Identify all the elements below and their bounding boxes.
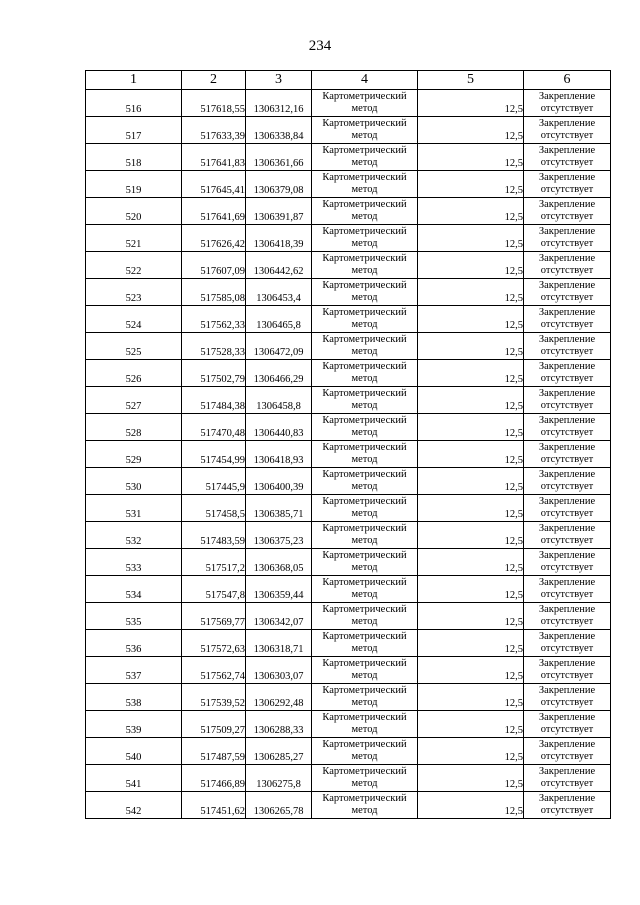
method-cell: Картометрический метод: [312, 171, 418, 198]
y-coordinate-cell: 1306292,48: [246, 684, 312, 711]
x-coordinate-cell: 517451,62: [182, 792, 246, 819]
table-row: [86, 387, 611, 414]
table-row: [86, 630, 611, 657]
point-number-cell: 525: [86, 333, 182, 360]
point-number-cell: 539: [86, 711, 182, 738]
point-number-cell: 531: [86, 495, 182, 522]
method-cell: Картометрический метод: [312, 198, 418, 225]
table-row: [86, 657, 611, 684]
column-header-2: 2: [182, 71, 246, 90]
accuracy-cell: 12,5: [418, 333, 524, 360]
y-coordinate-cell: 1306285,27: [246, 738, 312, 765]
fixation-cell: Закрепление отсутствует: [524, 441, 611, 468]
method-cell: Картометрический метод: [312, 117, 418, 144]
point-number-cell: 522: [86, 252, 182, 279]
accuracy-cell: 12,5: [418, 738, 524, 765]
table-row: [86, 225, 611, 252]
accuracy-cell: 12,5: [418, 252, 524, 279]
fixation-cell: Закрепление отсутствует: [524, 522, 611, 549]
y-coordinate-cell: 1306472,09: [246, 333, 312, 360]
x-coordinate-cell: 517641,69: [182, 198, 246, 225]
table-row: [86, 441, 611, 468]
x-coordinate-cell: 517454,99: [182, 441, 246, 468]
accuracy-cell: 12,5: [418, 522, 524, 549]
accuracy-cell: 12,5: [418, 306, 524, 333]
fixation-cell: Закрепление отсутствует: [524, 495, 611, 522]
point-number-cell: 540: [86, 738, 182, 765]
method-cell: Картометрический метод: [312, 711, 418, 738]
method-cell: Картометрический метод: [312, 144, 418, 171]
point-number-cell: 535: [86, 603, 182, 630]
fixation-cell: Закрепление отсутствует: [524, 765, 611, 792]
method-cell: Картометрический метод: [312, 576, 418, 603]
table-row: [86, 333, 611, 360]
table-row: [86, 711, 611, 738]
accuracy-cell: 12,5: [418, 171, 524, 198]
method-cell: Картометрический метод: [312, 684, 418, 711]
method-cell: Картометрический метод: [312, 252, 418, 279]
method-cell: Картометрический метод: [312, 306, 418, 333]
point-number-cell: 529: [86, 441, 182, 468]
table-row: [86, 495, 611, 522]
accuracy-cell: 12,5: [418, 279, 524, 306]
fixation-cell: Закрепление отсутствует: [524, 117, 611, 144]
point-number-cell: 523: [86, 279, 182, 306]
table-row: [86, 144, 611, 171]
method-cell: Картометрический метод: [312, 468, 418, 495]
accuracy-cell: 12,5: [418, 684, 524, 711]
point-number-cell: 520: [86, 198, 182, 225]
point-number-cell: 519: [86, 171, 182, 198]
table-row: [86, 117, 611, 144]
fixation-cell: Закрепление отсутствует: [524, 333, 611, 360]
fixation-cell: Закрепление отсутствует: [524, 225, 611, 252]
x-coordinate-cell: 517539,52: [182, 684, 246, 711]
fixation-cell: Закрепление отсутствует: [524, 792, 611, 819]
y-coordinate-cell: 1306318,71: [246, 630, 312, 657]
point-number-cell: 527: [86, 387, 182, 414]
y-coordinate-cell: 1306466,29: [246, 360, 312, 387]
x-coordinate-cell: 517562,74: [182, 657, 246, 684]
accuracy-cell: 12,5: [418, 225, 524, 252]
x-coordinate-cell: 517585,08: [182, 279, 246, 306]
method-cell: Картометрический метод: [312, 738, 418, 765]
x-coordinate-cell: 517470,48: [182, 414, 246, 441]
point-number-cell: 518: [86, 144, 182, 171]
method-cell: Картометрический метод: [312, 495, 418, 522]
table-header-row: [86, 71, 611, 90]
method-cell: Картометрический метод: [312, 333, 418, 360]
x-coordinate-cell: 517607,09: [182, 252, 246, 279]
table-row: [86, 576, 611, 603]
y-coordinate-cell: 1306391,87: [246, 198, 312, 225]
accuracy-cell: 12,5: [418, 387, 524, 414]
table-row: [86, 306, 611, 333]
y-coordinate-cell: 1306465,8: [246, 306, 312, 333]
accuracy-cell: 12,5: [418, 360, 524, 387]
table-row: [86, 252, 611, 279]
y-coordinate-cell: 1306312,16: [246, 90, 312, 117]
fixation-cell: Закрепление отсутствует: [524, 387, 611, 414]
x-coordinate-cell: 517562,33: [182, 306, 246, 333]
accuracy-cell: 12,5: [418, 495, 524, 522]
point-number-cell: 542: [86, 792, 182, 819]
point-number-cell: 534: [86, 576, 182, 603]
x-coordinate-cell: 517466,89: [182, 765, 246, 792]
accuracy-cell: 12,5: [418, 576, 524, 603]
accuracy-cell: 12,5: [418, 198, 524, 225]
y-coordinate-cell: 1306303,07: [246, 657, 312, 684]
table-row: [86, 279, 611, 306]
method-cell: Картометрический метод: [312, 765, 418, 792]
x-coordinate-cell: 517487,59: [182, 738, 246, 765]
table-row: [86, 603, 611, 630]
accuracy-cell: 12,5: [418, 765, 524, 792]
column-header-1: 1: [86, 71, 182, 90]
accuracy-cell: 12,5: [418, 90, 524, 117]
column-header-6: 6: [524, 71, 611, 90]
y-coordinate-cell: 1306265,78: [246, 792, 312, 819]
table-body: [86, 90, 611, 819]
table-row: [86, 414, 611, 441]
accuracy-cell: 12,5: [418, 117, 524, 144]
x-coordinate-cell: 517641,83: [182, 144, 246, 171]
y-coordinate-cell: 1306442,62: [246, 252, 312, 279]
point-number-cell: 533: [86, 549, 182, 576]
method-cell: Картометрический метод: [312, 279, 418, 306]
fixation-cell: Закрепление отсутствует: [524, 468, 611, 495]
page-number: 234: [308, 38, 332, 54]
y-coordinate-cell: 1306400,39: [246, 468, 312, 495]
accuracy-cell: 12,5: [418, 414, 524, 441]
x-coordinate-cell: 517517,2: [182, 549, 246, 576]
y-coordinate-cell: 1306379,08: [246, 171, 312, 198]
y-coordinate-cell: 1306359,44: [246, 576, 312, 603]
table-row: [86, 792, 611, 819]
point-number-cell: 516: [86, 90, 182, 117]
method-cell: Картометрический метод: [312, 657, 418, 684]
fixation-cell: Закрепление отсутствует: [524, 360, 611, 387]
column-header-5: 5: [418, 71, 524, 90]
point-number-cell: 528: [86, 414, 182, 441]
y-coordinate-cell: 1306361,66: [246, 144, 312, 171]
method-cell: Картометрический метод: [312, 387, 418, 414]
fixation-cell: Закрепление отсутствует: [524, 279, 611, 306]
table-row: [86, 522, 611, 549]
fixation-cell: Закрепление отсутствует: [524, 738, 611, 765]
x-coordinate-cell: 517626,42: [182, 225, 246, 252]
fixation-cell: Закрепление отсутствует: [524, 414, 611, 441]
x-coordinate-cell: 517502,79: [182, 360, 246, 387]
fixation-cell: Закрепление отсутствует: [524, 657, 611, 684]
x-coordinate-cell: 517569,77: [182, 603, 246, 630]
table-row: [86, 549, 611, 576]
y-coordinate-cell: 1306418,39: [246, 225, 312, 252]
point-number-cell: 526: [86, 360, 182, 387]
x-coordinate-cell: 517572,63: [182, 630, 246, 657]
fixation-cell: Закрепление отсутствует: [524, 144, 611, 171]
y-coordinate-cell: 1306342,07: [246, 603, 312, 630]
point-number-cell: 524: [86, 306, 182, 333]
fixation-cell: Закрепление отсутствует: [524, 576, 611, 603]
accuracy-cell: 12,5: [418, 657, 524, 684]
y-coordinate-cell: 1306440,83: [246, 414, 312, 441]
column-header-4: 4: [312, 71, 418, 90]
fixation-cell: Закрепление отсутствует: [524, 171, 611, 198]
table-row: [86, 360, 611, 387]
method-cell: Картометрический метод: [312, 522, 418, 549]
method-cell: Картометрический метод: [312, 441, 418, 468]
method-cell: Картометрический метод: [312, 549, 418, 576]
table-row: [86, 198, 611, 225]
fixation-cell: Закрепление отсутствует: [524, 603, 611, 630]
accuracy-cell: 12,5: [418, 441, 524, 468]
table-row: [86, 171, 611, 198]
method-cell: Картометрический метод: [312, 603, 418, 630]
point-number-cell: 521: [86, 225, 182, 252]
point-number-cell: 536: [86, 630, 182, 657]
fixation-cell: Закрепление отсутствует: [524, 198, 611, 225]
fixation-cell: Закрепление отсутствует: [524, 711, 611, 738]
table-row: [86, 765, 611, 792]
coordinates-table: [85, 70, 611, 819]
x-coordinate-cell: 517618,55: [182, 90, 246, 117]
x-coordinate-cell: 517528,33: [182, 333, 246, 360]
y-coordinate-cell: 1306288,33: [246, 711, 312, 738]
accuracy-cell: 12,5: [418, 144, 524, 171]
method-cell: Картометрический метод: [312, 225, 418, 252]
table-row: [86, 684, 611, 711]
fixation-cell: Закрепление отсутствует: [524, 549, 611, 576]
x-coordinate-cell: 517458,5: [182, 495, 246, 522]
x-coordinate-cell: 517645,41: [182, 171, 246, 198]
y-coordinate-cell: 1306275,8: [246, 765, 312, 792]
point-number-cell: 530: [86, 468, 182, 495]
accuracy-cell: 12,5: [418, 792, 524, 819]
y-coordinate-cell: 1306418,93: [246, 441, 312, 468]
point-number-cell: 537: [86, 657, 182, 684]
x-coordinate-cell: 517509,27: [182, 711, 246, 738]
y-coordinate-cell: 1306338,84: [246, 117, 312, 144]
fixation-cell: Закрепление отсутствует: [524, 252, 611, 279]
y-coordinate-cell: 1306368,05: [246, 549, 312, 576]
point-number-cell: 532: [86, 522, 182, 549]
y-coordinate-cell: 1306375,23: [246, 522, 312, 549]
accuracy-cell: 12,5: [418, 603, 524, 630]
accuracy-cell: 12,5: [418, 549, 524, 576]
fixation-cell: Закрепление отсутствует: [524, 306, 611, 333]
fixation-cell: Закрепление отсутствует: [524, 630, 611, 657]
x-coordinate-cell: 517445,9: [182, 468, 246, 495]
method-cell: Картометрический метод: [312, 414, 418, 441]
fixation-cell: Закрепление отсутствует: [524, 90, 611, 117]
table-row: [86, 468, 611, 495]
accuracy-cell: 12,5: [418, 630, 524, 657]
method-cell: Картометрический метод: [312, 630, 418, 657]
point-number-cell: 517: [86, 117, 182, 144]
x-coordinate-cell: 517633,39: [182, 117, 246, 144]
y-coordinate-cell: 1306453,4: [246, 279, 312, 306]
accuracy-cell: 12,5: [418, 711, 524, 738]
y-coordinate-cell: 1306385,71: [246, 495, 312, 522]
x-coordinate-cell: 517484,38: [182, 387, 246, 414]
point-number-cell: 541: [86, 765, 182, 792]
method-cell: Картометрический метод: [312, 792, 418, 819]
column-header-3: 3: [246, 71, 312, 90]
x-coordinate-cell: 517483,59: [182, 522, 246, 549]
method-cell: Картометрический метод: [312, 90, 418, 117]
point-number-cell: 538: [86, 684, 182, 711]
y-coordinate-cell: 1306458,8: [246, 387, 312, 414]
table-row: [86, 90, 611, 117]
table-row: [86, 738, 611, 765]
method-cell: Картометрический метод: [312, 360, 418, 387]
accuracy-cell: 12,5: [418, 468, 524, 495]
x-coordinate-cell: 517547,8: [182, 576, 246, 603]
fixation-cell: Закрепление отсутствует: [524, 684, 611, 711]
